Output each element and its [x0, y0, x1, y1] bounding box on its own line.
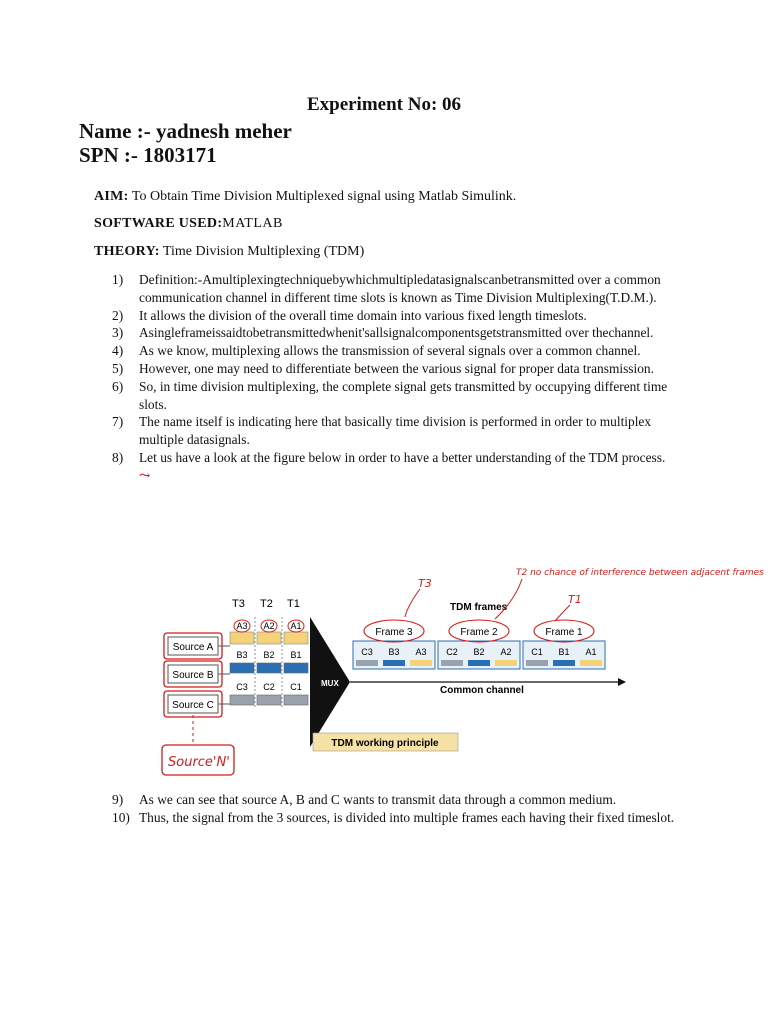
- theory-label: THEORY:: [94, 244, 160, 259]
- list-item-text: Asingleframeissaidtobetransmittedwhenit'sallsignalcomponentsgetstransmitted over thechannel.: [139, 325, 654, 341]
- frame-cell: B1: [558, 647, 570, 657]
- list-item-text: It allows the division of the overall time domain into various fixed length timeslots.: [139, 307, 587, 323]
- software-label: SOFTWARE USED:: [94, 216, 223, 231]
- tdm-figure: [150, 555, 764, 785]
- slot-label: C2: [263, 682, 275, 692]
- list-item-text: However, one may need to differentiate between the various signal for proper data transmission.: [139, 360, 654, 376]
- time-label: T3: [232, 598, 245, 610]
- theory-line: [94, 244, 364, 260]
- list-item: [0, 449, 676, 485]
- theory-text: Time Division Multiplexing (TDM): [159, 244, 365, 259]
- slot-label: A3: [236, 621, 248, 631]
- frame-cell: C1: [531, 647, 543, 657]
- frame-cell: A2: [500, 647, 512, 657]
- source-label: Source B: [172, 670, 214, 681]
- slot-label: A2: [263, 621, 275, 631]
- list-item-text: Definition:-Amultiplexingtechniquebywhichmultipledatasignalscanbetransmitted over a common communication channel in different time slots is known as Time Division Multiplexing(T.D.M.).: [139, 272, 661, 305]
- page-title: Experiment No: 06: [306, 94, 462, 115]
- slot-grid: [230, 617, 308, 707]
- list-item-number: 4): [112, 343, 124, 359]
- list-item: [0, 413, 676, 449]
- list-item-number: 5): [112, 360, 124, 376]
- list-item-text: As we know, multiplexing allows the transmission of several signals over a common channel.: [139, 343, 641, 359]
- annotation-t1: T1: [568, 593, 582, 606]
- frame-cell: A1: [585, 647, 597, 657]
- list-item-text: Let us have a look at the figure below in order to have a better understanding of the TDM process.: [139, 449, 666, 465]
- list-item: [0, 791, 676, 809]
- student-spn: SPN :- 1803171: [79, 143, 217, 167]
- slot-bar: [257, 663, 281, 673]
- aim-label: AIM:: [94, 189, 129, 204]
- slot-bar: [230, 632, 254, 644]
- list-item-number: 2): [112, 307, 124, 323]
- source-label: Source C: [172, 700, 214, 711]
- aim-line: [94, 189, 516, 205]
- annotation-t3: T3: [418, 577, 432, 590]
- frame-label: Frame 3: [375, 627, 413, 638]
- mux-label: MUX: [321, 679, 339, 688]
- student-name: Name :- yadnesh meher: [79, 119, 292, 143]
- list-item: [0, 307, 676, 325]
- frame-cell: B3: [388, 647, 400, 657]
- list-item: [0, 360, 676, 378]
- slot-label: B2: [263, 650, 275, 660]
- annotation-t2-note: T2 no chance of interference between adjacent frames: [516, 568, 764, 578]
- list-item: [0, 324, 676, 342]
- list-item: [0, 378, 676, 414]
- frame-cell: C3: [361, 647, 373, 657]
- slot-bar: [284, 632, 308, 644]
- theory-list-continued: [0, 791, 676, 827]
- source-boxes: [164, 633, 222, 717]
- caption-text: TDM working principle: [331, 738, 439, 749]
- frames-title: TDM frames: [450, 602, 508, 613]
- source-label: Source A: [172, 642, 214, 653]
- software-text: MATLAB: [222, 216, 283, 231]
- list-item-text: So, in time division multiplexing, the complete signal gets transmitted by occupying different time slots.: [139, 378, 668, 412]
- slot-label: C3: [236, 682, 248, 692]
- list-item-number: 10): [112, 809, 130, 825]
- time-label: T1: [287, 598, 300, 610]
- frame-label: Frame 2: [460, 627, 498, 638]
- list-item-text: As we can see that source A, B and C wants to transmit data through a common medium.: [139, 792, 617, 807]
- list-item-number: 9): [112, 792, 124, 807]
- aim-text: To Obtain Time Division Multiplexed signal using Matlab Simulink.: [128, 189, 517, 204]
- slot-bar: [230, 663, 254, 673]
- list-item: [0, 271, 676, 307]
- slot-bar: [284, 663, 308, 673]
- slot-label: B1: [290, 650, 302, 660]
- list-item: [0, 342, 676, 360]
- slot-bar: [257, 695, 281, 705]
- channel-label: Common channel: [440, 685, 524, 696]
- annotation-source-n: Source'N': [168, 755, 230, 770]
- software-line: [94, 216, 283, 232]
- time-label: T2: [260, 598, 273, 610]
- list-item-number: 7): [112, 414, 124, 430]
- pen-tick-mark: ⤳: [139, 467, 151, 483]
- list-item-text: Thus, the signal from the 3 sources, is divided into multiple frames each having their fixed timeslot.: [139, 809, 675, 825]
- list-item-number: 6): [112, 378, 124, 394]
- slot-bar: [257, 632, 281, 644]
- list-item-text: The name itself is indicating here that basically time division is performed in order to multiplex multiple datasignals.: [139, 414, 652, 448]
- frame-cell: B2: [473, 647, 485, 657]
- list-item: [0, 809, 676, 827]
- list-item-number: 8): [112, 449, 124, 465]
- slot-label: B3: [236, 650, 248, 660]
- slot-bar: [230, 695, 254, 705]
- tdm-frames: [353, 620, 605, 669]
- slot-label: A1: [290, 621, 302, 631]
- frame-label: Frame 1: [545, 627, 583, 638]
- frame-cell: A3: [415, 647, 427, 657]
- theory-list: [0, 271, 676, 485]
- list-item-number: 3): [112, 325, 124, 341]
- list-item-number: 1): [112, 272, 124, 287]
- slot-label: C1: [290, 682, 302, 692]
- frame-cell: C2: [446, 647, 458, 657]
- slot-bar: [284, 695, 308, 705]
